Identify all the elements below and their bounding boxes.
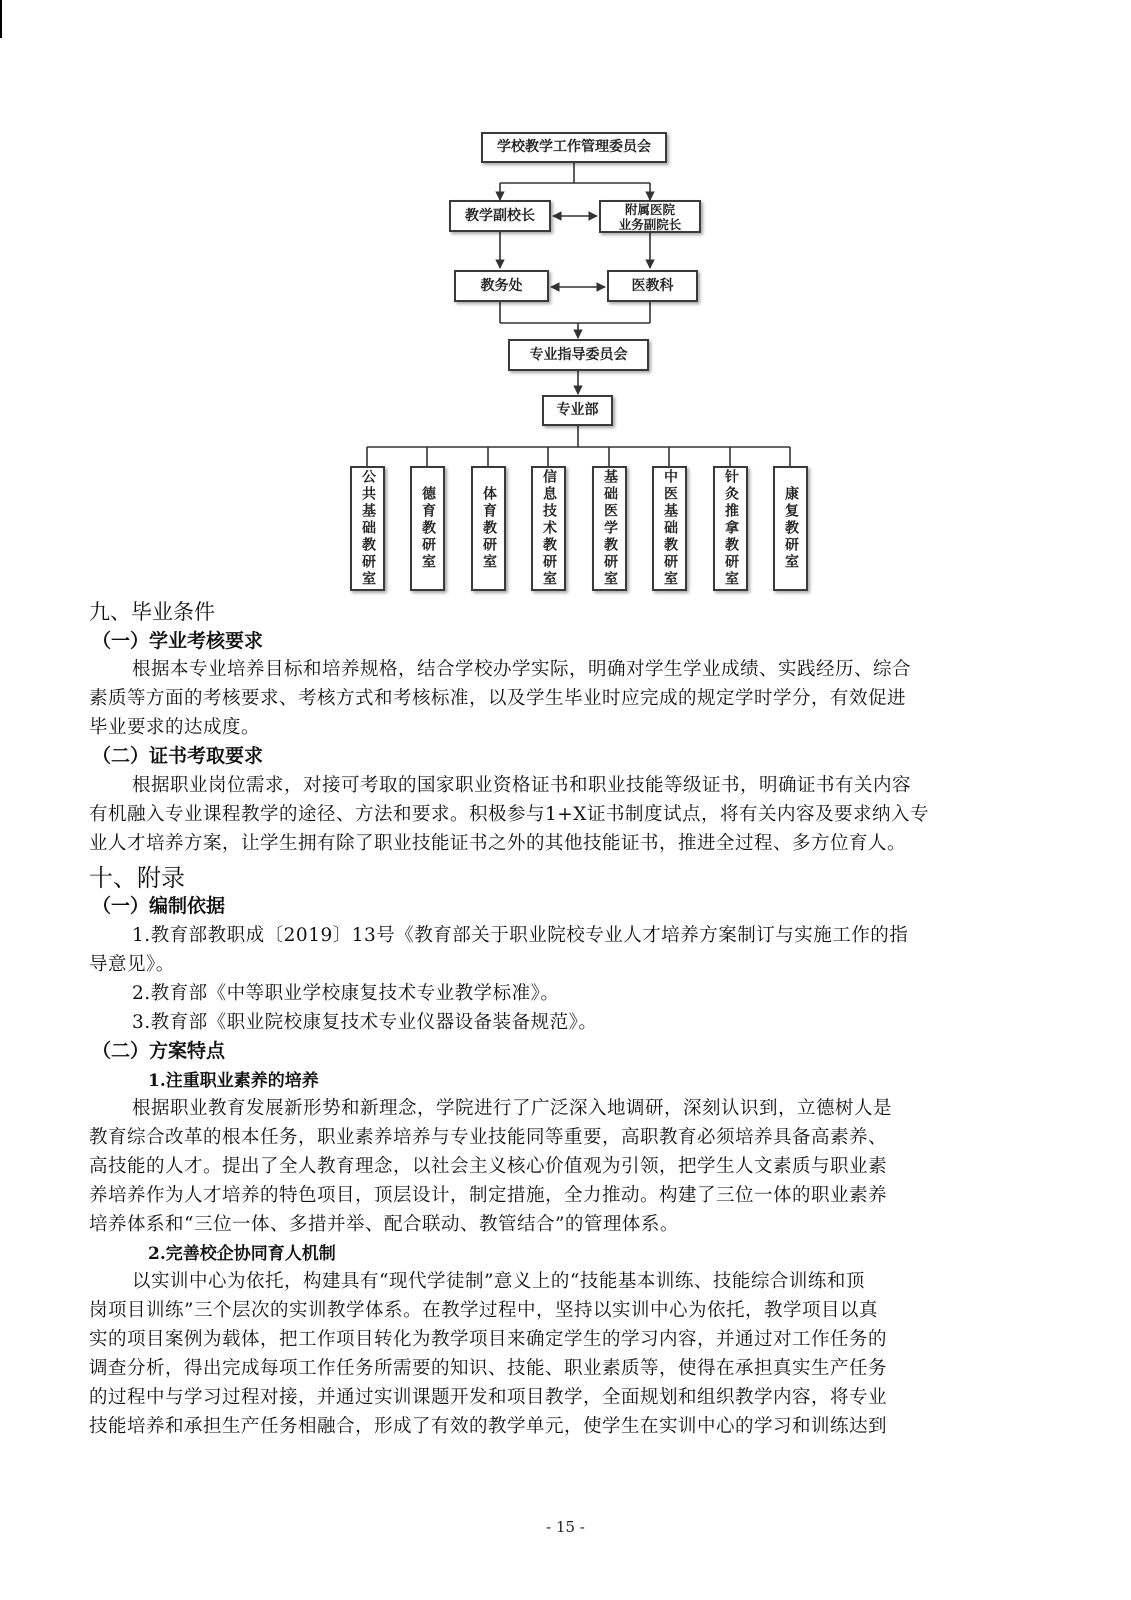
section-9-a-title: （一）学业考核要求: [92, 630, 264, 652]
paragraph-line: 毕业要求的达成度。: [89, 717, 261, 738]
paragraph-line: 有机融入专业课程教学的途径、方法和要求。积极参与1+X证书制度试点，将有关内容及要求纳入专: [89, 804, 929, 825]
feature-2-title: 2.完善校企协同育人机制: [148, 1244, 336, 1264]
office-box: 针灸推拿教研室: [713, 466, 748, 591]
office-box: 信息技术教研室: [531, 466, 566, 591]
paragraph-line: 实的项目案例为载体，把工作项目转化为教学项目来确定学生的学习内容，并通过对工作任务的: [89, 1329, 888, 1350]
paragraph-line: 根据本专业培养目标和培养规格，结合学校办学实际，明确对学生学业成绩、实践经历、综合: [132, 659, 912, 680]
paragraph-line: 导意见》。: [89, 954, 175, 975]
hospital-vp-line1: 附属医院: [624, 201, 675, 217]
page-number: - 15 -: [546, 1518, 585, 1536]
committee-box: 学校教学工作管理委员会: [481, 132, 667, 163]
office-box: 基础医学教研室: [592, 466, 627, 591]
guidance-committee-box: 专业指导委员会: [508, 339, 649, 371]
section-9-title: 九、毕业条件: [89, 600, 215, 624]
feature-1-title: 1.注重职业素养的培养: [148, 1071, 319, 1091]
paragraph-line: 根据职业岗位需求，对接可考取的国家职业资格证书和职业技能等级证书，明确证书有关内容: [132, 775, 912, 796]
hospital-vp-box: [599, 200, 701, 233]
office-box: 中医基础教研室: [652, 466, 687, 591]
section-9-b-title: （二）证书考取要求: [92, 745, 264, 767]
academic-affairs-box: 教务处: [454, 270, 549, 302]
paragraph-line: 养培养作为人才培养的特色项目，顶层设计，制定措施，全力推动。构建了三位一体的职业素养: [89, 1185, 888, 1206]
paragraph-line: 技能培养和承担生产任务相融合，形成了有效的教学单元，使学生在实训中心的学习和训练达到: [89, 1416, 888, 1437]
paragraph-line: 岗项目训练”三个层次的实训教学体系。在教学过程中，坚持以实训中心为依托，教学项目以真: [89, 1300, 878, 1321]
office-box: 体育教研室: [471, 466, 506, 591]
paragraph-line: 的过程中与学习过程对接，并通过实训课题开发和项目教学，全面规划和组织教学内容，将专业: [89, 1387, 888, 1408]
paragraph-line: 教育综合改革的根本任务，职业素养培养与专业技能同等重要，高职教育必须培养具备高素养、: [89, 1127, 888, 1148]
paragraph-line: 根据职业教育发展新形势和新理念，学院进行了广泛深入地调研，深刻认识到，立德树人是: [132, 1098, 893, 1119]
paragraph-line: 高技能的人才。提出了全人教育理念，以社会主义核心价值观为引领，把学生人文素质与职业素: [89, 1156, 888, 1177]
department-box: 专业部: [542, 395, 613, 426]
medical-education-box: 医教科: [607, 270, 698, 302]
section-10-title: 十、附录: [89, 864, 185, 892]
hospital-vp-line2: 业务副院长: [618, 216, 682, 232]
paragraph-line: 业人才培养方案，让学生拥有除了职业技能证书之外的其他技能证书，推进全过程、多方位育人。: [89, 833, 907, 854]
office-box: 德育教研室: [410, 466, 445, 591]
section-10-a-title: （一）编制依据: [92, 895, 226, 917]
paragraph-line: 1.教育部教职成〔2019〕13号《教育部关于职业院校专业人才培养方案制订与实施工作的指: [132, 925, 909, 946]
paragraph-line: 培养体系和“三位一体、多措并举、配合联动、教管结合”的管理体系。: [89, 1214, 679, 1235]
paragraph-line: 2.教育部《中等职业学校康复技术专业教学标准》。: [132, 983, 560, 1004]
paragraph-line: 素质等方面的考核要求、考核方式和考核标准，以及学生毕业时应完成的规定学时学分，有效促进: [89, 688, 907, 709]
paragraph-line: 调查分析，得出完成每项工作任务所需要的知识、技能、职业素质等，使得在承担真实生产任务: [89, 1358, 888, 1379]
section-10-b-title: （二）方案特点: [92, 1040, 226, 1062]
org-chart: [0, 0, 1131, 610]
office-box: 康复教研室: [773, 466, 808, 591]
paragraph-line: 3.教育部《职业院校康复技术专业仪器设备装备规范》。: [132, 1012, 598, 1033]
office-box: 公共基础教研室: [350, 466, 385, 591]
vice-principal-box: 教学副校长: [449, 200, 551, 232]
paragraph-line: 以实训中心为依托，构建具有“现代学徒制”意义上的“技能基本训练、技能综合训练和顶: [132, 1271, 865, 1292]
